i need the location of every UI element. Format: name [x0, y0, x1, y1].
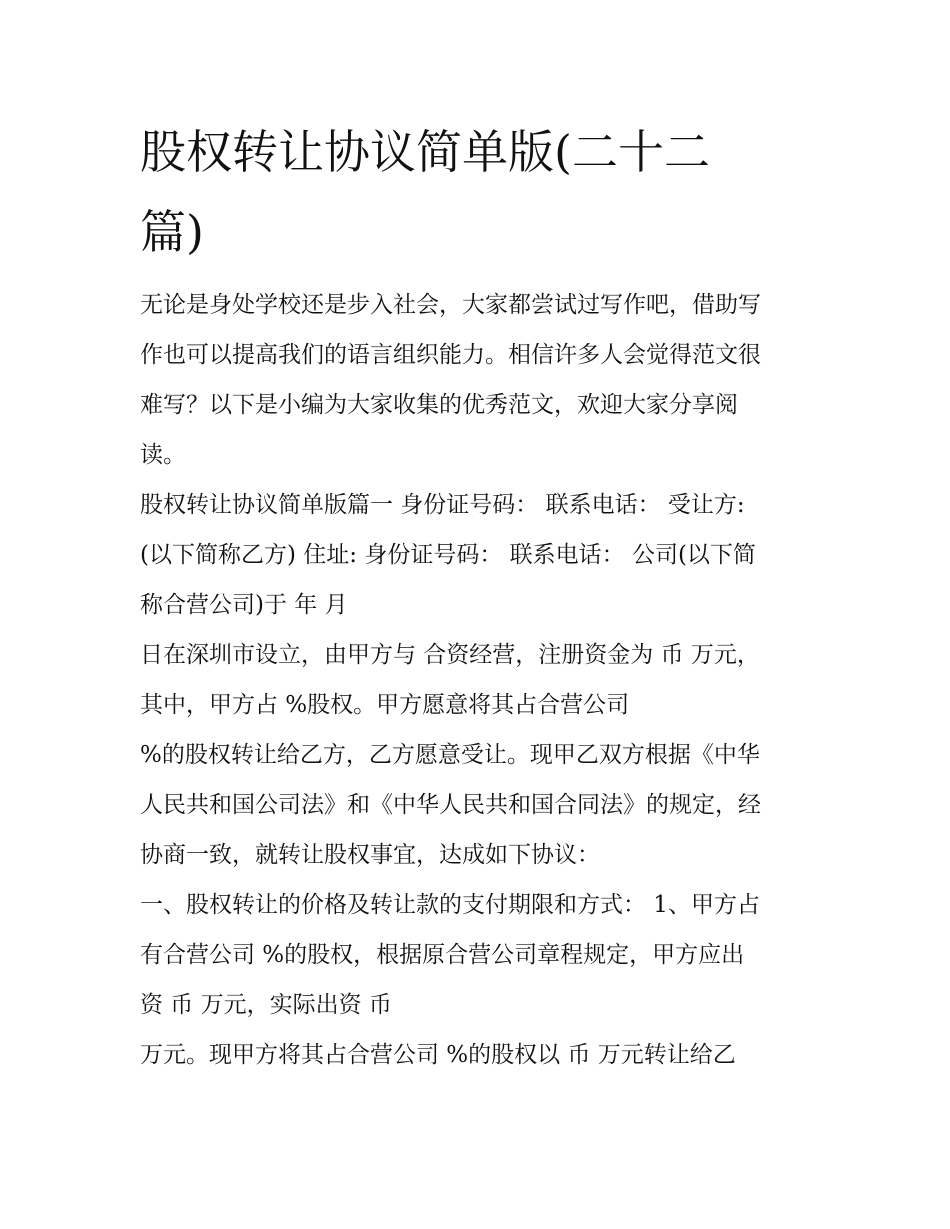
text-line: 日在深圳市设立，由甲方与 合资经营，注册资金为 币 万元，: [140, 642, 760, 668]
title-line: 股权转让协议简单版(二十二: [140, 125, 710, 179]
text-line: 读。: [140, 442, 186, 468]
paragraph-clause-1-cont: [140, 1030, 820, 1080]
paragraph-parties: [140, 480, 820, 630]
text-line: 无论是身处学校还是步入社会，大家都尝试过写作吧，借助写: [140, 292, 761, 318]
document-title: [140, 112, 780, 272]
paragraph-clause-1: [140, 880, 820, 1030]
text-line: 协商一致，就转让股权事宜，达成如下协议：: [140, 842, 600, 868]
paragraph-company: [140, 630, 820, 730]
text-line: 一、股权转让的价格及转让款的支付期限和方式： 1、甲方占: [140, 892, 760, 918]
text-line: 难写？以下是小编为大家收集的优秀范文，欢迎大家分享阅: [140, 392, 738, 418]
text-line: 其中，甲方占 %股权。甲方愿意将其占合营公司: [140, 692, 630, 718]
text-line: %的股权转让给乙方，乙方愿意受让。现甲乙双方根据《中华: [140, 742, 760, 768]
text-line: (以下简称乙方) 住址: 身份证号码： 联系电话： 公司(以下简: [140, 542, 756, 568]
text-line: 称合营公司)于 年 月: [140, 592, 348, 618]
text-line: 作也可以提高我们的语言组织能力。相信许多人会觉得范文很: [140, 342, 761, 368]
paragraph-intro: [140, 280, 820, 480]
text-line: 人民共和国公司法》和《中华人民共和国合同法》的规定，经: [140, 792, 761, 818]
document-body: [140, 280, 820, 1080]
text-line: 股权转让协议简单版篇一 身份证号码： 联系电话： 受让方:: [140, 492, 745, 518]
text-line: 有合营公司 %的股权，根据原合营公司章程规定，甲方应出: [140, 942, 745, 968]
title-line: 篇): [140, 205, 204, 259]
text-line: 资 币 万元，实际出资 币: [140, 992, 392, 1018]
paragraph-agreement: [140, 730, 820, 880]
text-line: 万元。现甲方将其占合营公司 %的股权以 币 万元转让给乙: [140, 1042, 736, 1068]
